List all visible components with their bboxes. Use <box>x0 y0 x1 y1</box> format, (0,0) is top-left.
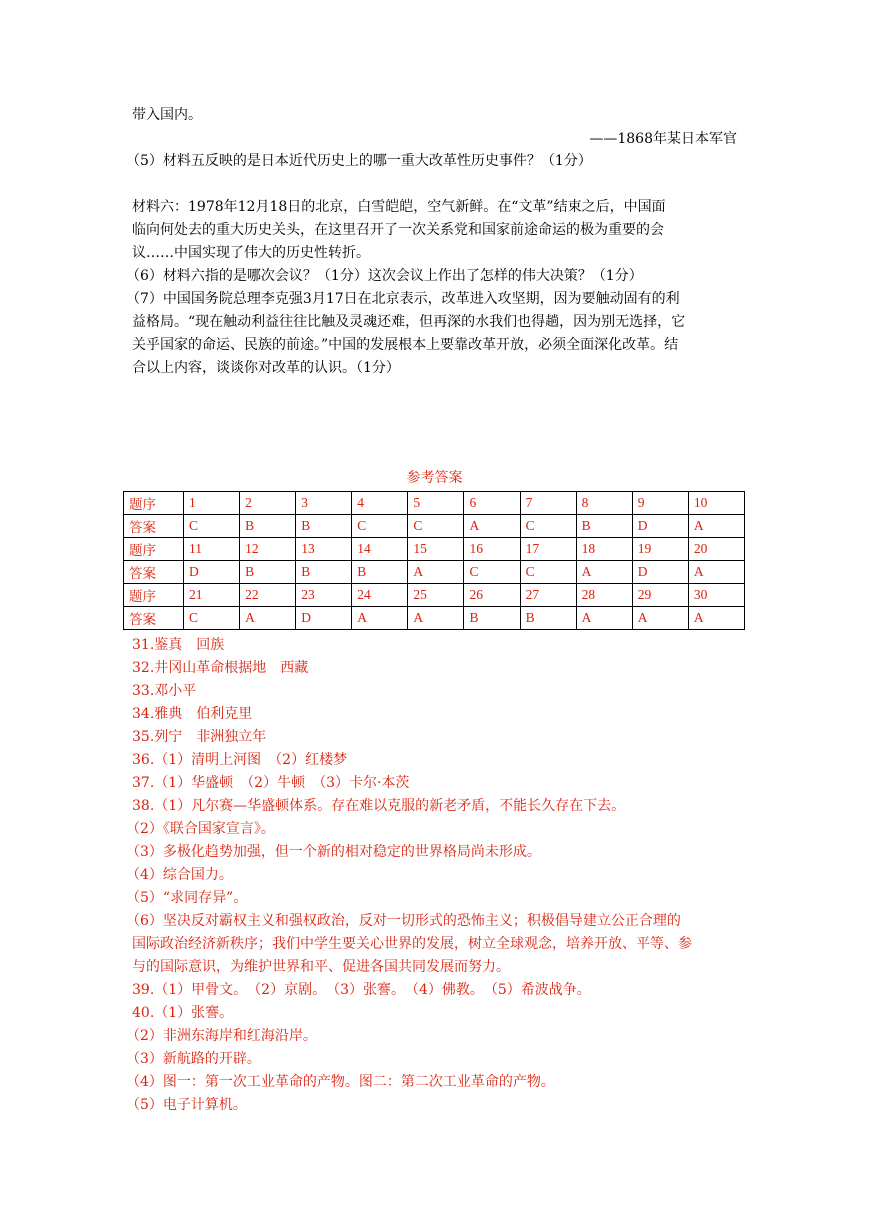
answer-table-cell: A <box>688 607 744 630</box>
answer-table-cell: 6 <box>464 492 520 515</box>
answer-table-cell: 15 <box>408 538 464 561</box>
answer-38-6-line: 国际政治经济新秩序；我们中学生要关心世界的发展，树立全球观念，培养开放、平等、参 <box>132 936 692 952</box>
answer-40-5: （5）电子计算机。 <box>126 1097 247 1113</box>
answer-table <box>123 491 745 630</box>
answer-table-cell: B <box>240 561 296 584</box>
answer-table-cell: 16 <box>464 538 520 561</box>
material-6-line: 材料六：1978年12月18日的北京，白雪皑皑，空气新鲜。在“文革”结束之后，中国面 <box>132 199 666 215</box>
answer-table-cell: C <box>520 515 576 538</box>
question-7-line: 合以上内容，谈谈你对改革的认识。（1分） <box>132 360 400 376</box>
answer-table-row-header: 答案 <box>124 515 184 538</box>
answer-table-cell: B <box>576 515 632 538</box>
question-text-line: 带入国内。 <box>132 107 202 123</box>
question-7-line: 关乎国家的命运、民族的前途。”中国的发展根本上要靠改革开放，必须全面深化改革。结 <box>132 337 679 353</box>
answer-table-cell: C <box>352 515 408 538</box>
answer-38-5: （5）“求同存异”。 <box>126 890 248 906</box>
answer-table-cell: A <box>688 515 744 538</box>
answer-38-1: 38.（1）凡尔赛—华盛顿体系。存在难以克服的新老矛盾，不能长久存在下去。 <box>132 798 626 814</box>
answer-38-4: （4）综合国力。 <box>126 867 233 883</box>
answer-table-cell: 5 <box>408 492 464 515</box>
answer-table-cell: 1 <box>184 492 240 515</box>
answer-table-cell: 12 <box>240 538 296 561</box>
answer-table-row-header: 题序 <box>124 492 184 515</box>
question-7-line: 益格局。“现在触动利益往往比触及灵魂还难，但再深的水我们也得趟，因为别无选择，它 <box>132 314 686 330</box>
answer-table-cell: B <box>240 515 296 538</box>
answer-table-cell: C <box>464 561 520 584</box>
answer-table-cell: A <box>408 561 464 584</box>
source-attribution: ——1868年某日本军官 <box>589 131 737 147</box>
answer-table-row <box>124 538 745 561</box>
answer-40-2: （2）非洲东海岸和红海沿岸。 <box>126 1028 317 1044</box>
answer-38-2: （2）《联合国家宣言》。 <box>126 821 275 837</box>
answer-table-row-header: 答案 <box>124 561 184 584</box>
answer-37: 37.（1）华盛顿 （2）牛顿 （3）卡尔·本茨 <box>132 775 410 791</box>
answer-table-row-header: 题序 <box>124 584 184 607</box>
answer-table-cell: 22 <box>240 584 296 607</box>
answer-table-cell: A <box>632 607 688 630</box>
answer-table-cell: C <box>408 515 464 538</box>
answer-36: 36.（1）清明上河图 （2）红楼梦 <box>132 752 348 768</box>
answer-table-cell: 29 <box>632 584 688 607</box>
answer-38-6-line: （6）坚决反对霸权主义和强权政治，反对一切形式的恐怖主义；积极倡导建立公正合理的 <box>126 913 681 929</box>
answer-table-cell: B <box>296 561 352 584</box>
answer-table-row-header: 题序 <box>124 538 184 561</box>
answer-39: 39.（1）甲骨文。 （2）京剧。 （3）张謇。 （4）佛教。 （5）希波战争。 <box>132 982 591 998</box>
answer-table-cell: C <box>184 515 240 538</box>
answer-table-cell: 13 <box>296 538 352 561</box>
answer-table-cell: 2 <box>240 492 296 515</box>
material-6-line: 临向何处去的重大历史关头，在这里召开了一次关系党和国家前途命运的极为重要的会 <box>132 222 664 238</box>
answer-38-6-line: 与的国际意识，为维护世界和平、促进各国共同发展而努力。 <box>132 959 510 975</box>
answer-table-row <box>124 584 745 607</box>
answer-table-cell: 4 <box>352 492 408 515</box>
answer-table-cell: 11 <box>184 538 240 561</box>
answer-32: 32.井冈山革命根据地 西藏 <box>132 660 309 676</box>
answer-35: 35.列宁 非洲独立年 <box>132 729 267 745</box>
answer-table-row-header: 答案 <box>124 607 184 630</box>
material-6-line: 议……中国实现了伟大的历史性转折。 <box>132 245 370 261</box>
answer-40-4: （4）图一：第一次工业革命的产物。图二：第二次工业革命的产物。 <box>126 1074 555 1090</box>
answer-table-cell: 21 <box>184 584 240 607</box>
answer-table-cell: C <box>520 561 576 584</box>
answer-table-cell: 24 <box>352 584 408 607</box>
answer-table-cell: B <box>296 515 352 538</box>
answer-table-cell: 25 <box>408 584 464 607</box>
answer-table-cell: 19 <box>632 538 688 561</box>
answer-34: 34.雅典 伯利克里 <box>132 706 253 722</box>
answer-table-cell: 28 <box>576 584 632 607</box>
answer-38-3: （3）多极化趋势加强，但一个新的相对稳定的世界格局尚未形成。 <box>126 844 541 860</box>
answer-table-cell: 9 <box>632 492 688 515</box>
answer-table-cell: 18 <box>576 538 632 561</box>
answer-table-cell: A <box>688 561 744 584</box>
answer-33: 33.邓小平 <box>132 683 197 699</box>
answer-table-cell: 27 <box>520 584 576 607</box>
answer-table-row <box>124 492 745 515</box>
question-5: （5）材料五反映的是日本近代历史上的哪一重大改革性历史事件？（1分） <box>126 153 592 169</box>
answer-table-cell: A <box>576 607 632 630</box>
answer-table-cell: D <box>632 561 688 584</box>
answer-table-cell: D <box>296 607 352 630</box>
answer-table-row <box>124 515 745 538</box>
answer-key-title: 参考答案 <box>406 470 463 486</box>
answer-40-3: （3）新航路的开辟。 <box>126 1051 261 1067</box>
answer-table-cell: 23 <box>296 584 352 607</box>
answer-table-cell: B <box>520 607 576 630</box>
answer-table-cell: A <box>352 607 408 630</box>
answer-table-row <box>124 561 745 584</box>
answer-31: 31.鉴真 回族 <box>132 637 225 653</box>
answer-table-row <box>124 607 745 630</box>
answer-table-cell: C <box>184 607 240 630</box>
answer-40-1: 40.（1）张謇。 <box>132 1005 234 1021</box>
answer-table-cell: A <box>464 515 520 538</box>
answer-table-cell: B <box>464 607 520 630</box>
answer-table-cell: 14 <box>352 538 408 561</box>
answer-table-cell: 10 <box>688 492 744 515</box>
question-7-line: （7）中国国务院总理李克强3月17日在北京表示，改革进入攻坚期，因为要触动固有的利 <box>126 291 680 307</box>
answer-table-cell: A <box>408 607 464 630</box>
answer-table-cell: 17 <box>520 538 576 561</box>
question-6: （6）材料六指的是哪次会议？（1分）这次会议上作出了怎样的伟大决策？（1分） <box>126 268 643 284</box>
answer-table-cell: 8 <box>576 492 632 515</box>
answer-table-cell: A <box>576 561 632 584</box>
answer-table-cell: D <box>632 515 688 538</box>
answer-table-cell: 20 <box>688 538 744 561</box>
answer-table-cell: B <box>352 561 408 584</box>
answer-table-cell: A <box>240 607 296 630</box>
answer-table-cell: 3 <box>296 492 352 515</box>
answer-table-cell: 30 <box>688 584 744 607</box>
answer-table-cell: 7 <box>520 492 576 515</box>
answer-table-cell: 26 <box>464 584 520 607</box>
answer-table-cell: D <box>184 561 240 584</box>
